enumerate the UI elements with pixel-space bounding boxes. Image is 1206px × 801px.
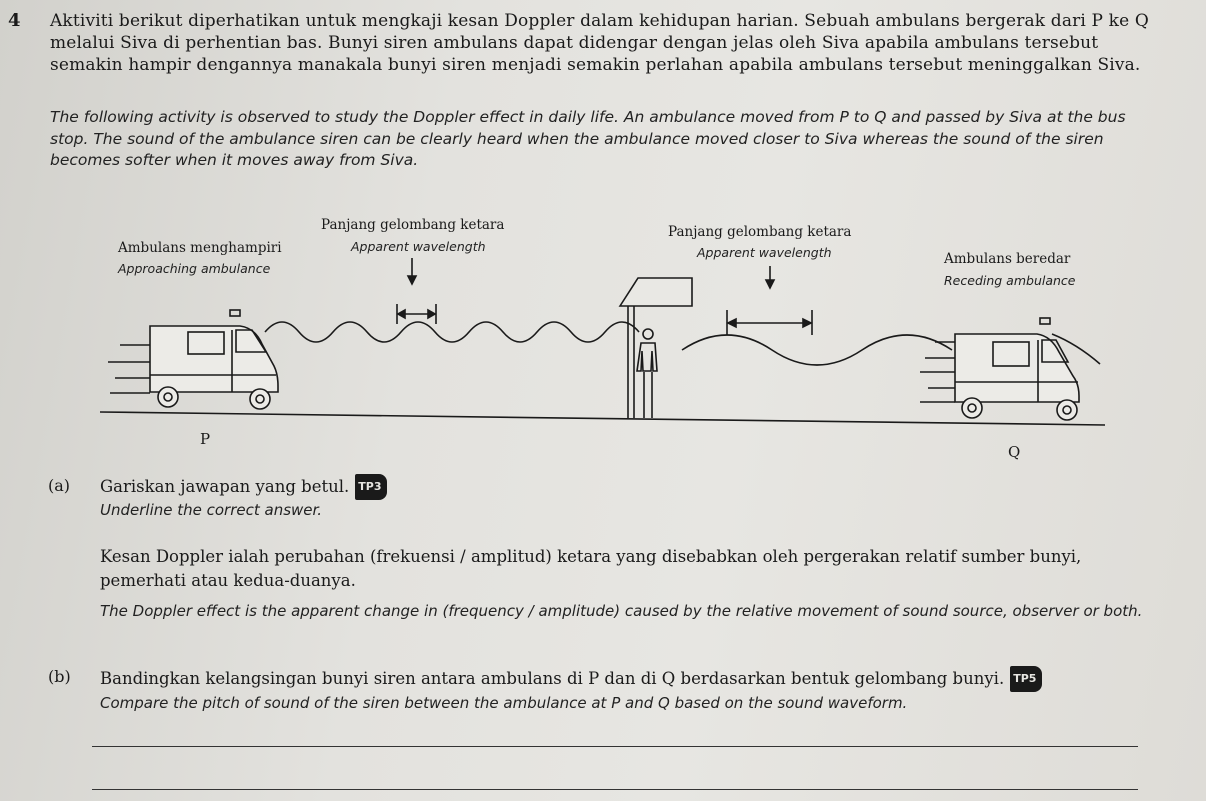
wavelength2-marker (727, 310, 812, 335)
part-a-label: (a) (48, 476, 71, 495)
wavelength1-arrow (408, 258, 416, 284)
approach-label-ms: Ambulans menghampiri (118, 240, 282, 256)
tp3-badge: TP3 (355, 474, 387, 500)
point-q-label: Q (1008, 443, 1021, 461)
part-a-instruction-ms: Gariskan jawapan yang betul. (100, 477, 350, 496)
part-a-statement-ms: Kesan Doppler ialah perubahan (frekuensi / amplitud) ketara yang disebabkan oleh pergerakan relatif sumber bunyi, pemerhati atau kedua-duanya. (100, 547, 1082, 590)
wavelength1-label-en: Apparent wavelength (351, 239, 486, 254)
point-p-label: P (200, 430, 211, 448)
wavelength2-label-ms: Panjang gelombang ketara (668, 224, 852, 240)
answer-line-1[interactable] (92, 746, 1138, 747)
recede-label-en: Receding ambulance (944, 273, 1076, 288)
wavelength1-label-ms: Panjang gelombang ketara (321, 217, 505, 233)
part-b-question (100, 666, 1190, 692)
siva-figure (637, 329, 657, 418)
answer-line-2[interactable] (92, 789, 1138, 790)
part-a-statement-en: The Doppler effect is the apparent change in (frequency / amplitude) caused by the relative movement of sound source, observer or both. (100, 602, 1143, 620)
compressed-sound-wave (265, 322, 639, 342)
wavelength2-label-en: Apparent wavelength (697, 245, 832, 260)
part-a-instruction-en: Underline the correct answer. (100, 501, 323, 519)
ambulance-p (108, 310, 278, 409)
recede-label-ms: Ambulans beredar (944, 251, 1071, 267)
intro-english: The following activity is observed to study the Doppler effect in daily life. An ambulance moved from P to Q and passed by Siva at the bus stop. The sound of the ambulance siren can be clearly heard when the ambulance moved closer to Siva whereas the sound of the siren becomes softer when it moves away from Siva. (50, 108, 1126, 169)
part-a-instruction (100, 474, 387, 500)
part-b-question-en: Compare the pitch of sound of the siren between the ambulance at P and Q based on the sound waveform. (100, 694, 908, 712)
tp5-badge: TP5 (1010, 666, 1042, 692)
intro-malay: Aktiviti berikut diperhatikan untuk mengkaji kesan Doppler dalam kehidupan harian. Sebuah ambulans bergerak dari P ke Q melalui Siva di perhentian bas. Bunyi siren ambulans dapat didengar dengan jelas oleh Siva apabila ambulans tersebut semakin hampir dengannya manakala bunyi siren menjadi semakin perlahan apabila ambulans tersebut meninggalkan Siva. (50, 11, 1149, 75)
part-b-question-ms: Bandingkan kelangsingan bunyi siren antara ambulans di P dan di Q berdasarkan bentuk gelombang bunyi. (100, 669, 1005, 688)
approach-label-en: Approaching ambulance (118, 261, 271, 276)
wavelength1-marker (397, 304, 436, 324)
part-b-label: (b) (48, 667, 71, 686)
stretched-sound-wave (682, 335, 952, 365)
question-number: 4 (8, 10, 21, 31)
road-line (100, 412, 1105, 425)
wavelength2-arrow (766, 266, 774, 288)
ambulance-q (920, 318, 1079, 420)
